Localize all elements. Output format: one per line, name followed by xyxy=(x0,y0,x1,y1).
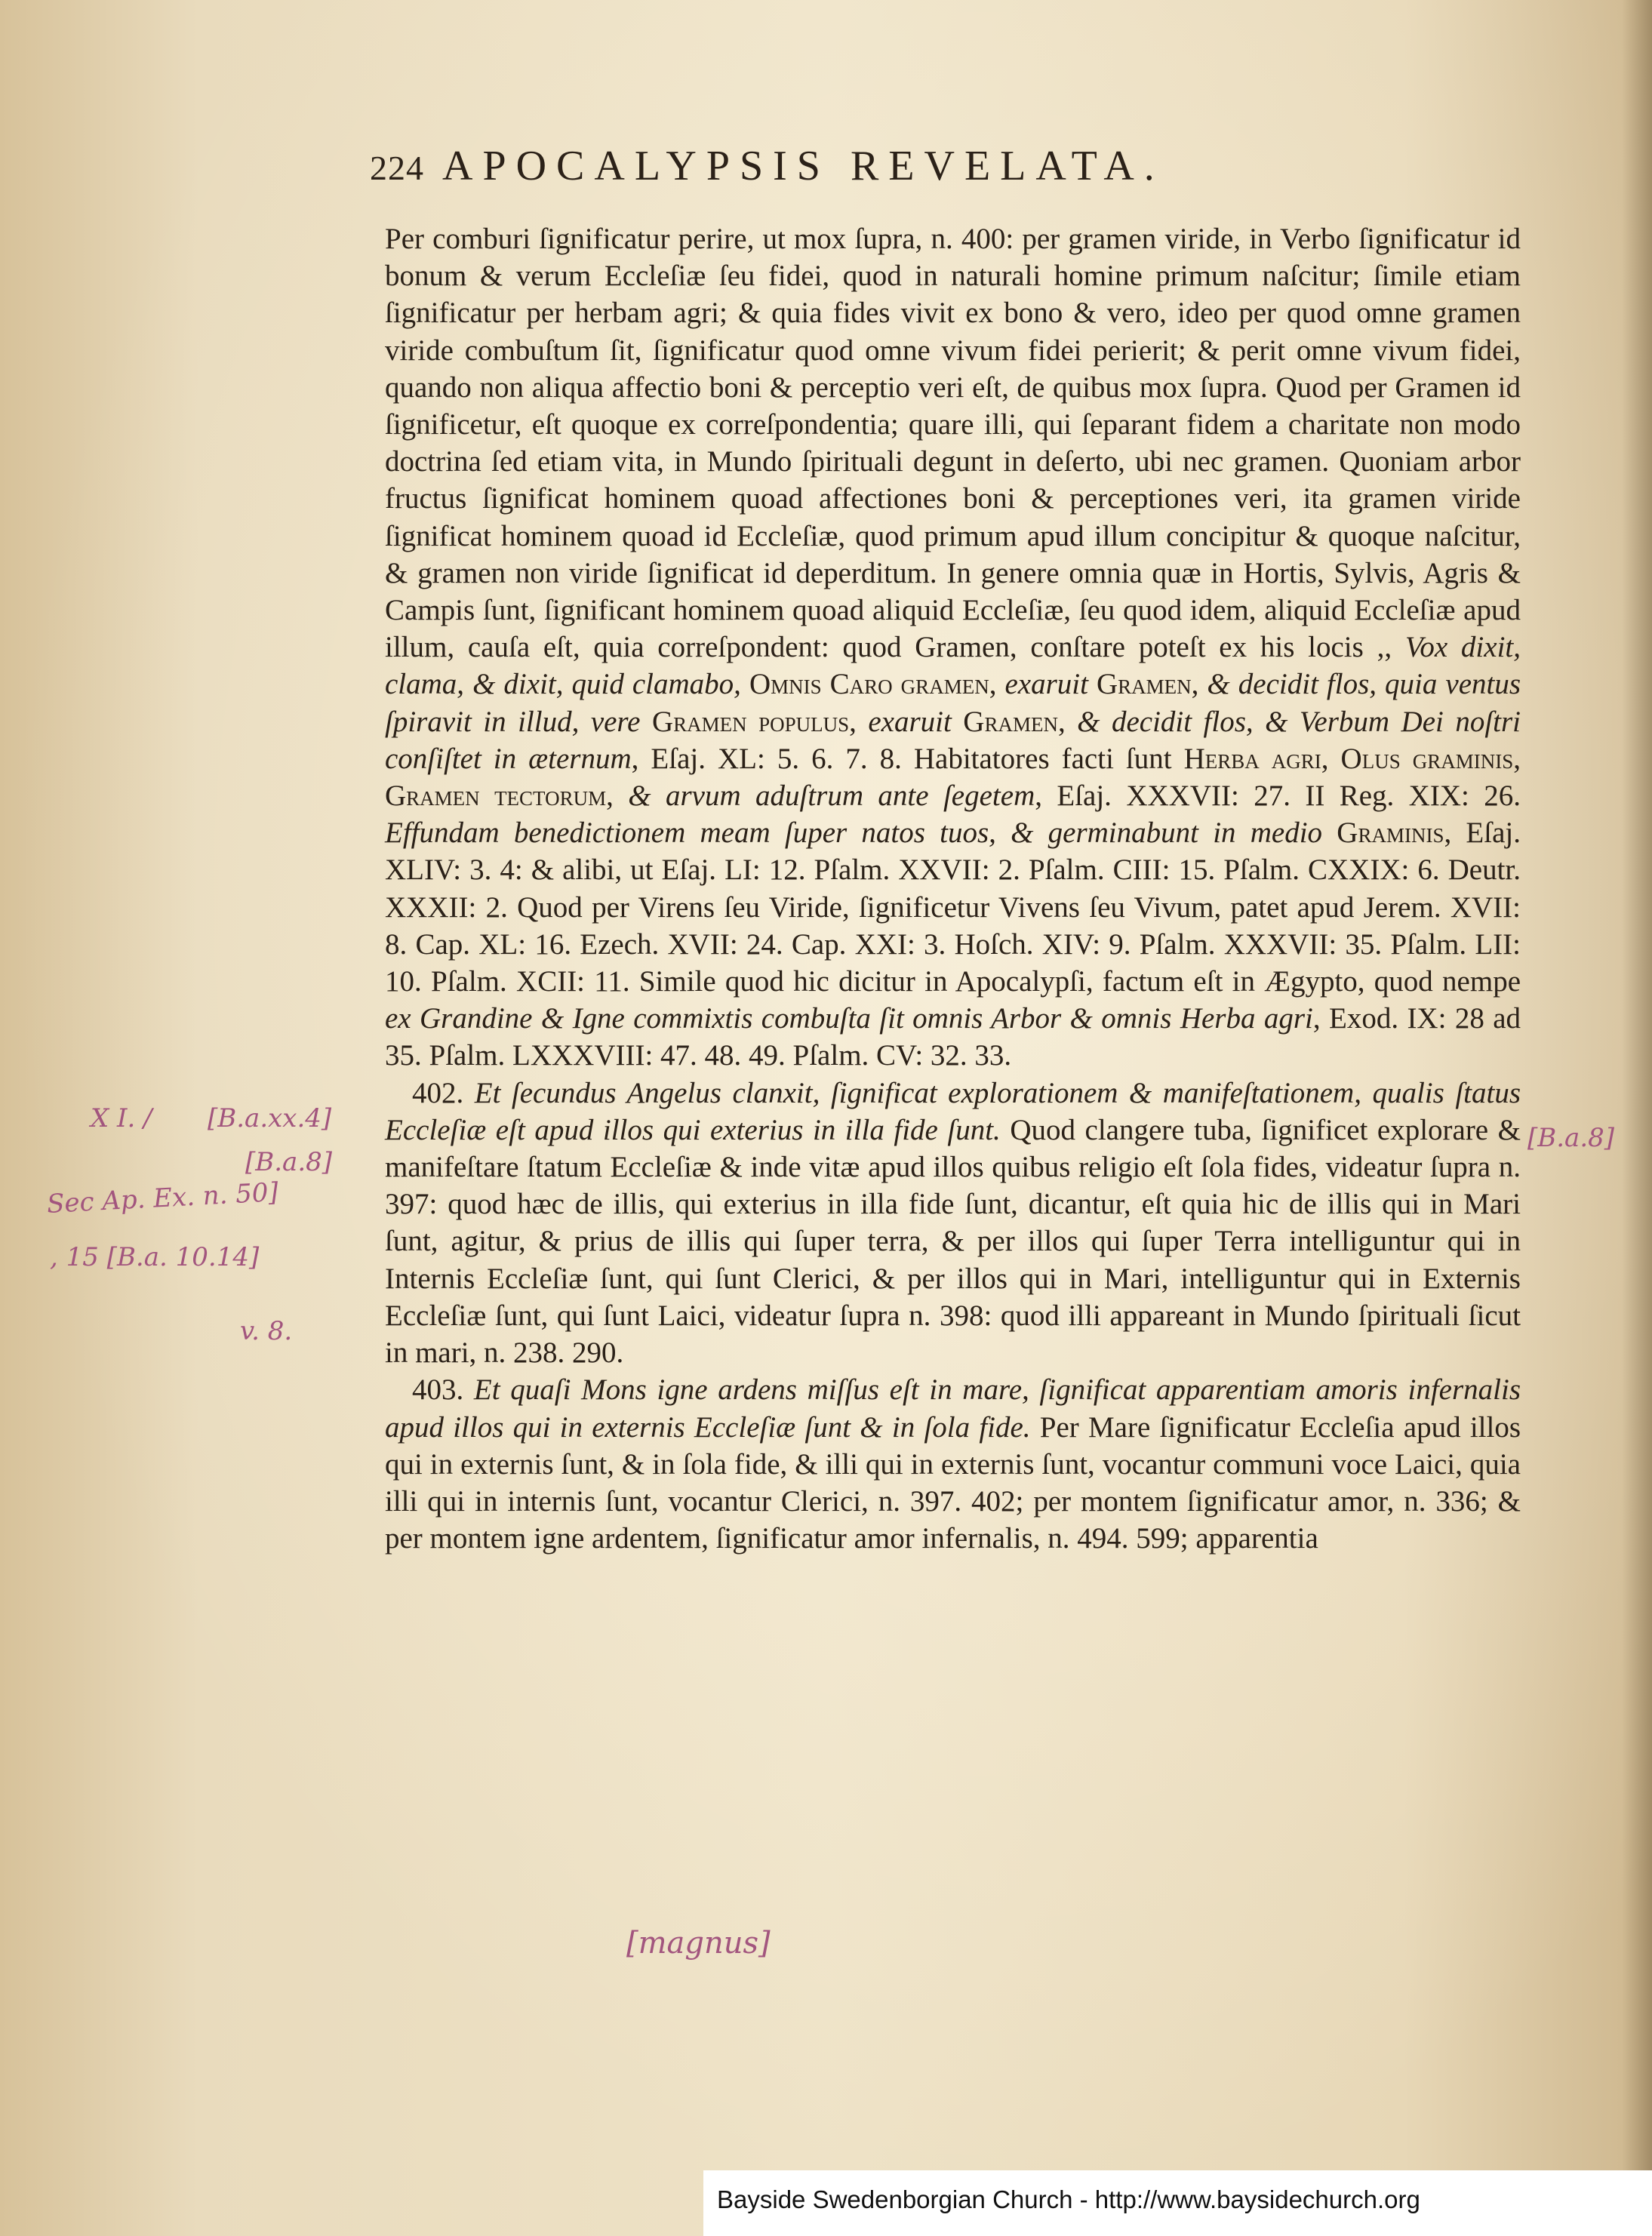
text-run: & decidit flos, & Verbum Dei noſtri conſiſtet in æternum xyxy=(385,705,1521,775)
paragraph-403 xyxy=(385,1371,1521,1557)
margin-note-pink: X I. / xyxy=(91,1103,152,1133)
text-run: Herba agri, Olus graminis, Gramen tectorum, xyxy=(385,742,1521,813)
text-run: Et quaſi Mons igne ardens miſſus eſt in mare, ſignificat apparentiam amoris infernalis apud illos qui in externis Eccleſiæ ſunt & in ſola fide. xyxy=(385,1373,1521,1444)
text-run: Vox dixit, clama, & dixit, quid clamabo, xyxy=(385,631,1521,701)
text-run: Gramen, xyxy=(1096,668,1207,701)
margin-note-pink: [B.a.xx.4] xyxy=(208,1103,332,1133)
margin-note-pink: v. 8. xyxy=(240,1316,293,1346)
paragraph-401-continued xyxy=(385,220,1521,1075)
text-run: & arvum aduſtrum ante ſegetem xyxy=(628,780,1035,813)
text-run: ex Grandine & Igne commixtis combuſta ſit omnis Arbor & omnis Herba agri xyxy=(385,1002,1313,1035)
margin-note-pink: Sec Ap. Ex. n. 50] xyxy=(46,1176,279,1220)
spine-shadow xyxy=(1622,0,1652,2236)
text-run: exaruit xyxy=(1004,668,1097,701)
text-run: Gramen, xyxy=(963,705,1078,738)
text-run: , Exod. IX: 28 ad 35. Pſalm. LXXXVIII: 47. 48. 49. Pſalm. CV: 32. 33. xyxy=(385,1002,1521,1072)
text-run: Effundam benedictionem meam ſuper natos tuos, & germinabunt in medio xyxy=(385,817,1337,850)
footer-credit: Bayside Swedenborgian Church - http://www.baysidechurch.org xyxy=(717,2185,1420,2213)
main-text xyxy=(385,220,1521,1557)
text-run: Per comburi ſignificatur perire, ut mox ſupra, n. 400: per gramen viride, in Verbo ſignificatur id bonum & verum Eccleſiæ ſeu fidei, quod in naturali homine primum naſcitur; ſimile etiam ſignificatur per herbam agri; & quia fides vivit ex bono & vero, ideo per quod omne gramen viride combuſtum ſit, ſignificatur quod omne vivum fidei perierit; & perit omne vivum fidei, quando non aliqua affectio boni & perceptio veri eſt, de quibus mox ſupra. Quod per Gramen id ſignificetur, eſt quoque ex correſpondentia; quare illi, qui ſeparant fidem a charitate non modo doctrina ſed etiam vita, in Mundo ſpirituali degunt in deſerto, ubi nec gramen. Quoniam arbor fructus ſignificat hominem quoad affectiones boni & perceptiones veri, ita gramen viride ſignificat hominem quoad id Eccleſiæ, quod primum apud illum concipitur & quoque naſcitur, & gramen non viride ſignificat id deperditum. In genere omnia quæ in Hortis, Sylvis, Agris & Campis ſunt, ſignificant hominem quoad aliquid Eccleſiæ, ſeu quod idem, aliquid Eccleſiæ apud illum, cauſa eſt, quia correſpondent: quod Gramen, conſtare poteſt ex his locis ,, xyxy=(385,223,1521,664)
text-run: Et ſecundus Angelus clanxit, ſignificat explorationem & manifeſtationem, qualis ſtatus Eccleſiæ eſt apud illos qui exterius in illa fide ſunt. xyxy=(385,1076,1521,1146)
margin-note-pink: [B.a.8] xyxy=(245,1147,333,1177)
margin-note-pink: [magnus] xyxy=(626,1926,771,1961)
text-run: Omnis Caro gramen, xyxy=(749,668,1005,701)
text-run: exaruit xyxy=(868,705,964,738)
text-run: 402. xyxy=(412,1076,475,1109)
page-number: 224 xyxy=(370,149,424,187)
text-run: , Eſaj. XXXVII: 27. II Reg. XIX: 26. xyxy=(1035,780,1521,813)
text-run: , Eſaj. XLIV: 3. 4: & alibi, ut Eſaj. LI: 12. Pſalm. XXVII: 2. Pſalm. CIII: 15. Pſalm. CXXIX: 6. Deutr. XXXII: 2. Quod per Virens ſeu Viride, ſignificetur Vivens ſeu Vivum, patet apud Jerem. XVII: 8. Cap. XL: 16. Ezech. XVII: 24. Cap. XXI: 3. Hoſch. XIV: 9. Pſalm. XXXVII: 35. Pſalm. LII: 10. Pſalm. XCII: 11. Simile quod hic dicitur in Apocalypſi, factum eſt in Ægypto, quod nempe xyxy=(385,817,1521,998)
page-header xyxy=(370,142,1441,202)
text-run: Gramen populus, xyxy=(651,705,869,738)
text-run: , Eſaj. XL: 5. 6. 7. 8. Habitatores facti ſunt xyxy=(631,742,1184,775)
text-run: & decidit flos, quia ventus ſpiravit in illud, vere xyxy=(385,668,1521,738)
text-run: Per Mare ſignificatur Eccleſia apud illos qui in externis ſunt, & in ſola fide, & illi qui in externis ſunt, vocantur communi voce Laici, quia illi qui in internis ſunt, vocantur Clerici, n. 397. 402; per montem ſignificatur amor, n. 336; & per montem igne ardentem, ſignificatur amor infernalis, n. 494. 599; apparentia xyxy=(385,1410,1521,1555)
text-run: Quod clangere tuba, ſignificet explorare & manifeſtare ſtatum Eccleſiæ & inde vitæ apud illos quibus religio eſt ſola fides, videatur ſupra n. 397: quod hæc de illis, qui exterius in illa fide ſunt, dicantur, eſt quia hic de illis qui in Mari ſunt, agitur, & prius de illis qui ſuper terra, & per illos qui ſuper Terra intelliguntur qui in Internis Eccleſiæ ſunt, qui ſunt Clerici, & per illos qui in Mari, intelliguntur qui in Externis Eccleſiæ ſunt, qui ſunt Laici, videatur ſupra n. 398: quod illi appareant in Mundo ſpirituali ſicut in mari, n. 238. 290. xyxy=(385,1113,1521,1370)
margin-note-pink: , 15 [B.a. 10.14] xyxy=(50,1242,260,1272)
margin-note-pink: [B.a.8] xyxy=(1527,1123,1615,1153)
paragraph-402 xyxy=(385,1075,1521,1372)
text-run: Graminis xyxy=(1337,817,1444,850)
running-title: APOCALYPSIS REVELATA. xyxy=(442,143,1164,189)
text-run: 403. xyxy=(412,1373,474,1407)
